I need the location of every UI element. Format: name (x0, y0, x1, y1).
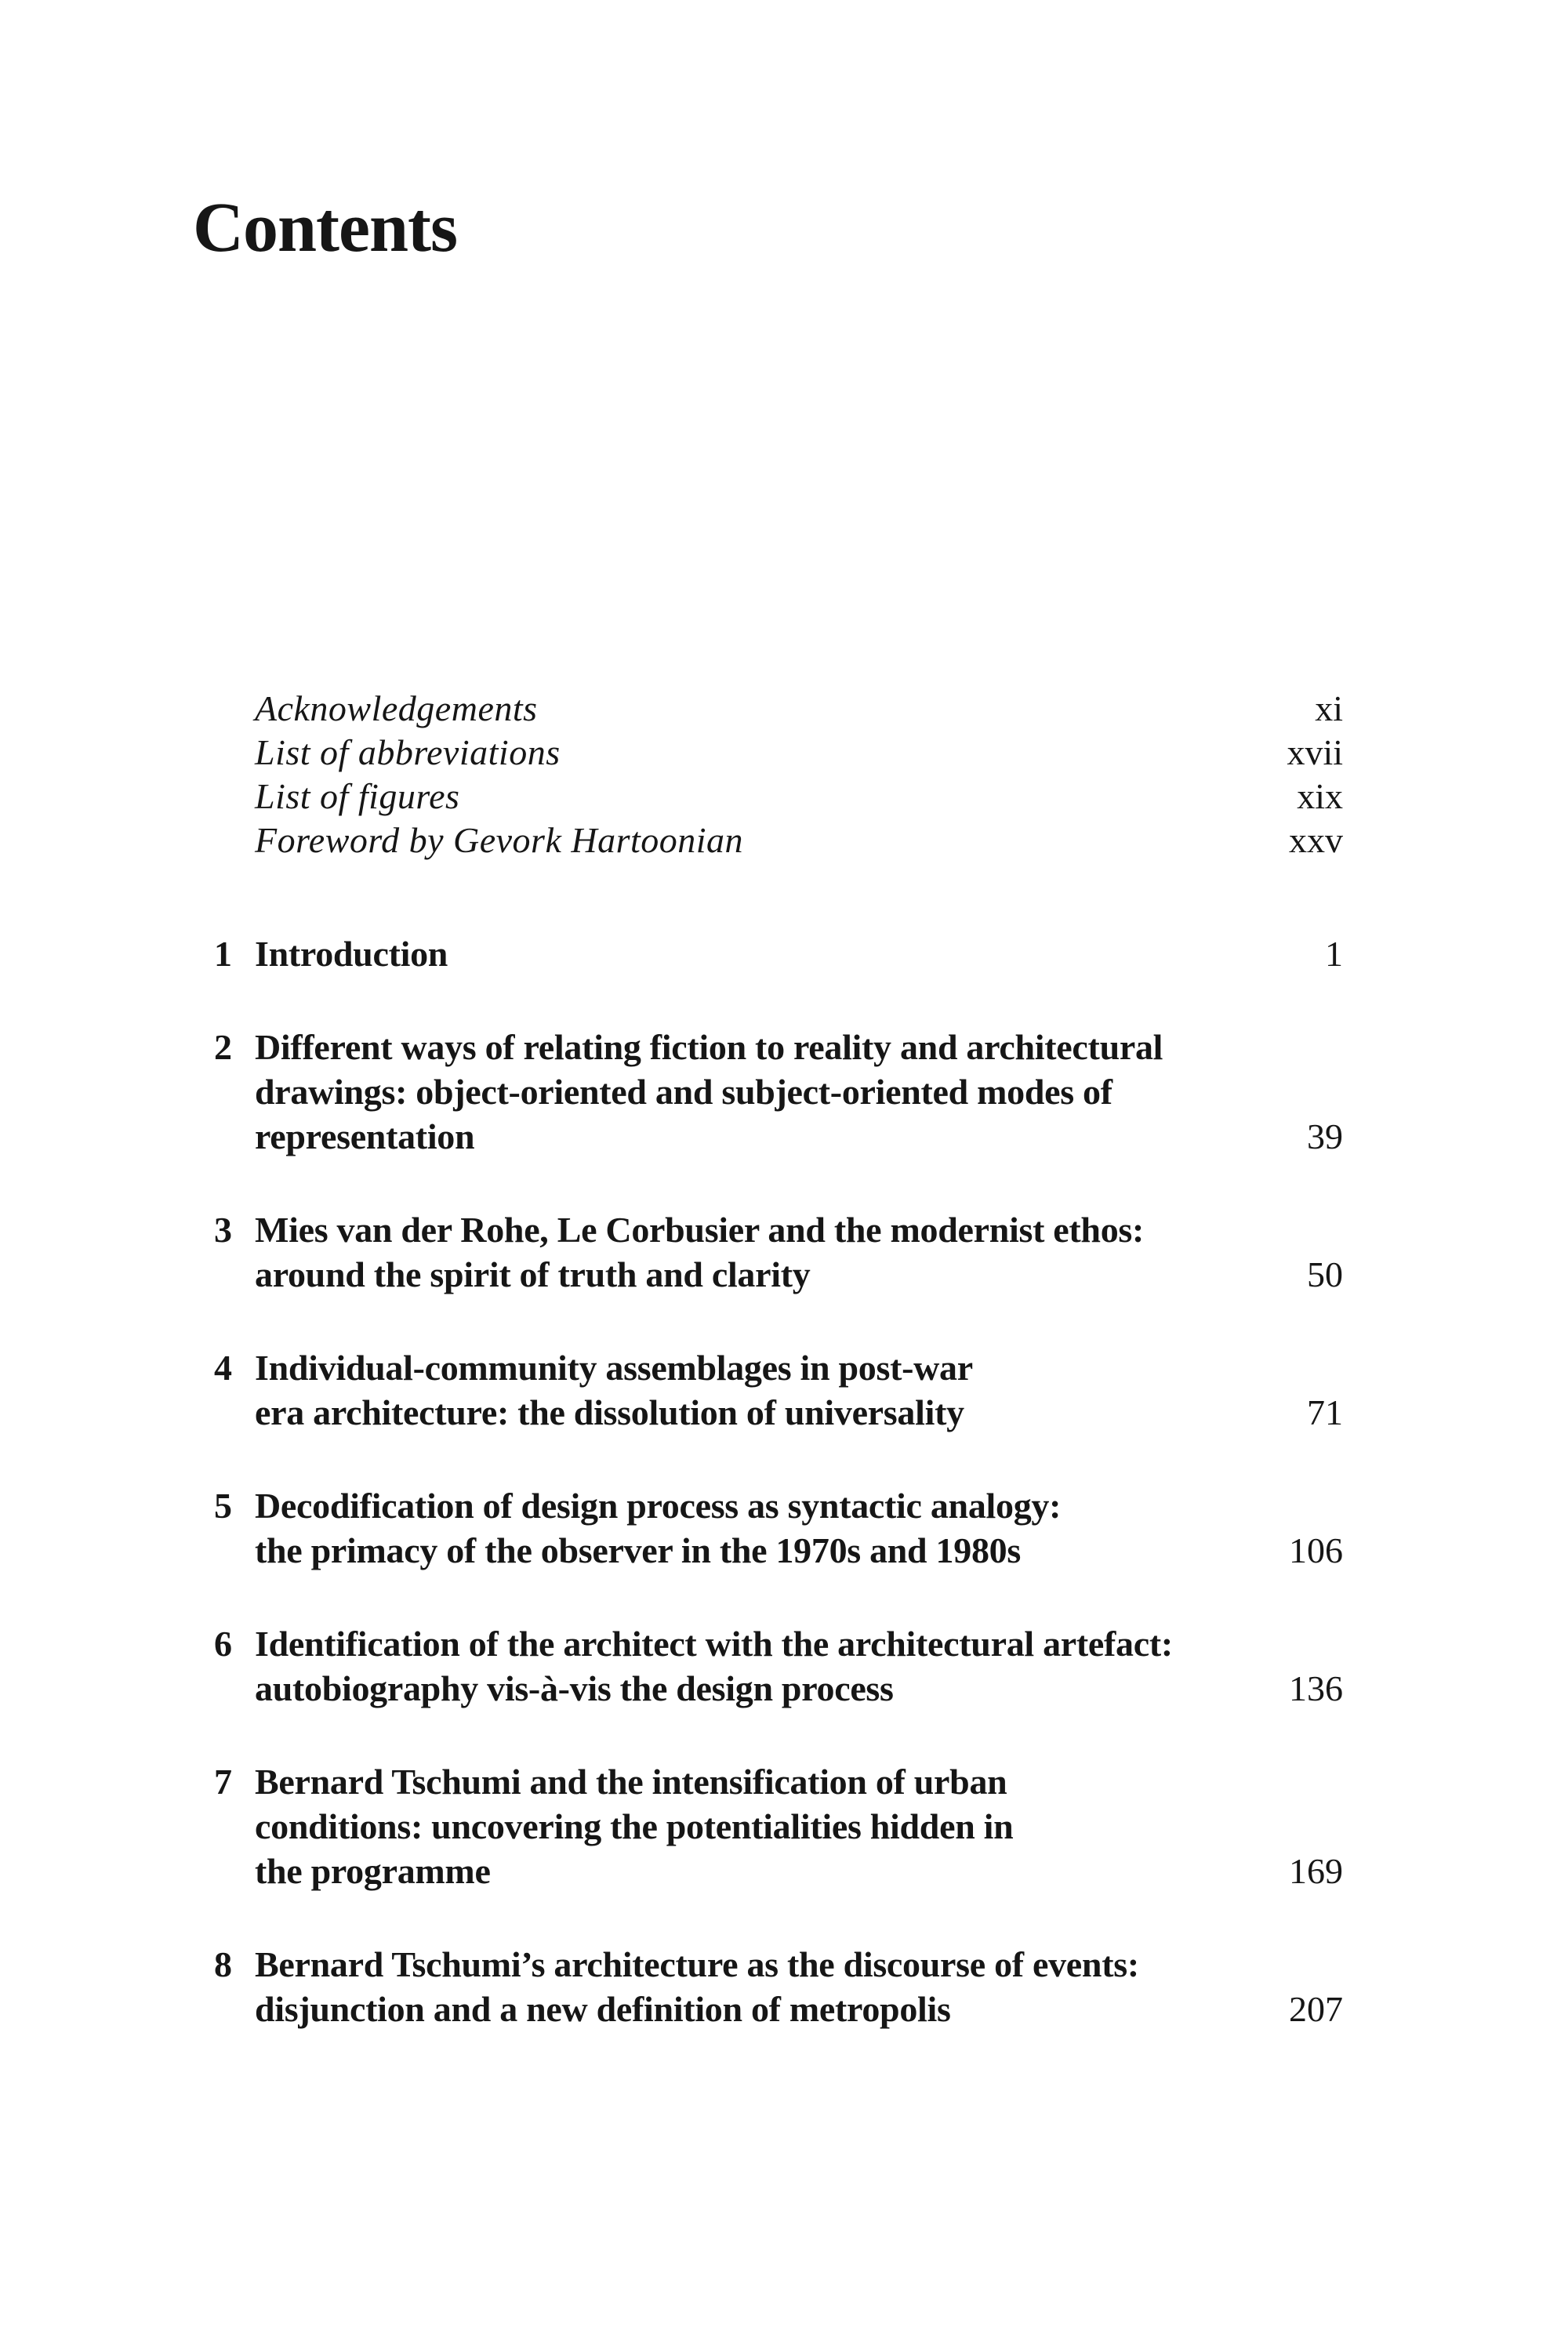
front-matter-row (214, 687, 1343, 731)
chapter-title-line: autobiography vis-à-vis the design process (255, 1668, 894, 1708)
front-matter-page-number: xxv (1289, 820, 1343, 860)
chapter-row (214, 1345, 1343, 1435)
front-matter-page-number: xvii (1287, 732, 1343, 772)
chapter-number: 8 (214, 1944, 232, 1984)
chapter-page-number: 136 (1289, 1668, 1343, 1708)
chapter-title (255, 1621, 1289, 1711)
chapter-number: 5 (214, 1486, 232, 1526)
chapter-page-number: 106 (1289, 1530, 1343, 1570)
chapter-row (214, 1207, 1343, 1297)
front-matter-page-number: xi (1315, 688, 1343, 728)
chapter-number: 1 (214, 934, 232, 974)
chapter-title-line: representation (255, 1116, 475, 1156)
chapter-row (214, 1483, 1343, 1573)
chapter-title-line: Different ways of relating fiction to reality and architectural (255, 1027, 1163, 1067)
front-matter-label: List of figures (255, 776, 460, 816)
chapter-page-number: 207 (1289, 1989, 1343, 2029)
chapter-list (214, 931, 1343, 2031)
front-matter-label: List of abbreviations (255, 732, 561, 772)
chapter-title-line: Identification of the architect with the architectural artefact: (255, 1624, 1173, 1664)
chapter-title-line: Decodification of design process as syntactic analogy: (255, 1486, 1062, 1526)
chapter-row (214, 1942, 1343, 2031)
chapter-title-line: around the spirit of truth and clarity (255, 1254, 811, 1294)
chapter-title-line: the primacy of the observer in the 1970s and 1980s (255, 1530, 1021, 1570)
chapter-row (214, 1621, 1343, 1711)
chapter-title-line: Introduction (255, 934, 448, 974)
front-matter-label: Acknowledgements (255, 688, 538, 728)
chapter-row (214, 1025, 1343, 1159)
chapter-title (255, 1483, 1289, 1573)
chapter-title-line: Mies van der Rohe, Le Corbusier and the modernist ethos: (255, 1210, 1145, 1250)
table-of-contents (214, 687, 1343, 2080)
front-matter-row (214, 731, 1343, 775)
chapter-title-line: disjunction and a new definition of metropolis (255, 1989, 951, 2029)
chapter-row (214, 1759, 1343, 1893)
chapter-row (214, 931, 1343, 976)
chapter-title (255, 1942, 1289, 2031)
front-matter-row (214, 775, 1343, 818)
chapter-number: 7 (214, 1762, 232, 1802)
chapter-page-number: 71 (1307, 1392, 1343, 1432)
chapter-number: 3 (214, 1210, 232, 1250)
front-matter-label: Foreword by Gevork Hartoonian (255, 820, 744, 860)
chapter-page-number: 169 (1289, 1851, 1343, 1891)
chapter-title (255, 1207, 1307, 1297)
chapter-title (255, 1345, 1307, 1435)
page-title: Contents (193, 189, 458, 267)
chapter-title-line: era architecture: the dissolution of universality (255, 1392, 964, 1432)
chapter-page-number: 50 (1307, 1254, 1343, 1294)
chapter-title (255, 931, 1325, 976)
chapter-title (255, 1759, 1289, 1893)
front-matter-row (214, 818, 1343, 862)
chapter-title-line: Bernard Tschumi’s architecture as the discourse of events: (255, 1944, 1139, 1984)
front-matter-page-number: xix (1297, 776, 1343, 816)
chapter-title-line: conditions: uncovering the potentialities hidden in (255, 1806, 1014, 1846)
chapter-page-number: 39 (1307, 1116, 1343, 1156)
chapter-number: 6 (214, 1624, 232, 1664)
chapter-number: 4 (214, 1348, 232, 1388)
chapter-title-line: Individual-community assemblages in post-war (255, 1348, 973, 1388)
front-matter-list (214, 687, 1343, 862)
chapter-title-line: drawings: object-oriented and subject-oriented modes of (255, 1072, 1112, 1112)
chapter-page-number: 1 (1325, 934, 1343, 974)
chapter-title-line: Bernard Tschumi and the intensification of urban (255, 1762, 1007, 1802)
chapter-title (255, 1025, 1307, 1159)
chapter-number: 2 (214, 1027, 232, 1067)
chapter-title-line: the programme (255, 1851, 491, 1891)
